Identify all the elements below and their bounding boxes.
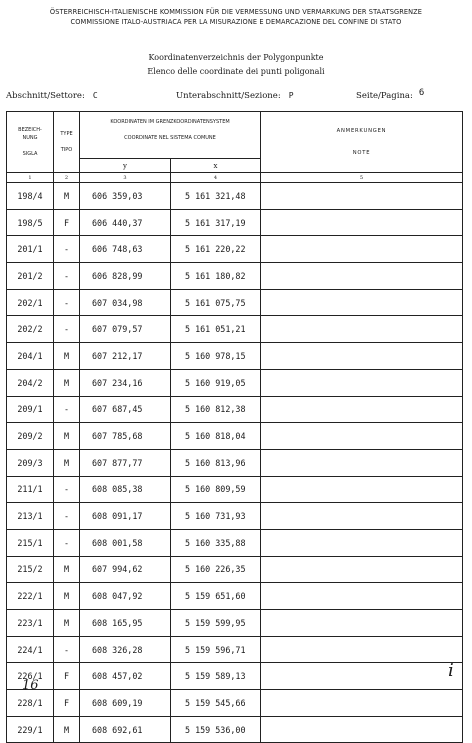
coordinate-x: 5 159 589,13 <box>171 663 261 690</box>
point-type: M <box>54 449 80 476</box>
coordinate-y: 608 457,02 <box>80 663 171 690</box>
point-type: M <box>54 610 80 637</box>
table-row <box>7 396 463 423</box>
coordinate-x: 5 160 919,05 <box>171 369 261 396</box>
column-number-4: 4 <box>171 173 261 183</box>
coordinate-y: 608 047,92 <box>80 583 171 610</box>
table-row <box>7 369 463 396</box>
table-row <box>7 423 463 450</box>
point-type: - <box>54 396 80 423</box>
table-body <box>7 183 463 743</box>
coordinate-y: 606 828,99 <box>80 263 171 290</box>
coordinate-x: 5 160 731,93 <box>171 503 261 530</box>
table-row <box>7 343 463 370</box>
coordinate-x: 5 159 596,71 <box>171 636 261 663</box>
point-id: 201/1 <box>7 236 54 263</box>
point-id: 198/4 <box>7 183 54 210</box>
y-column-header: y <box>80 159 171 173</box>
column-number-1: 1 <box>7 173 54 183</box>
table-row <box>7 636 463 663</box>
point-type: M <box>54 183 80 210</box>
remarks-cell <box>261 449 463 476</box>
table-row <box>7 236 463 263</box>
point-id: 211/1 <box>7 476 54 503</box>
table-row <box>7 529 463 556</box>
coordinate-y: 606 748,63 <box>80 236 171 263</box>
coordinate-x: 5 159 599,95 <box>171 610 261 637</box>
coordinate-x: 5 161 075,75 <box>171 289 261 316</box>
table-row <box>7 716 463 743</box>
column-number-5: 5 <box>261 173 463 183</box>
name-column-header: BEZEICH- NUNG SIGLA <box>7 112 54 173</box>
table-row <box>7 476 463 503</box>
coordinate-y: 608 001,58 <box>80 529 171 556</box>
page-field <box>356 88 425 101</box>
coordinate-x: 5 160 335,88 <box>171 529 261 556</box>
table-row <box>7 289 463 316</box>
point-type: - <box>54 289 80 316</box>
table-row <box>7 503 463 530</box>
handwritten-margin-mark: i <box>448 660 454 681</box>
table-row <box>7 583 463 610</box>
section-label: Abschnitt/Settore: <box>6 91 85 101</box>
coordinate-table <box>6 111 463 743</box>
remarks-column-header: ANMERKUNGEN NOTE <box>261 112 463 173</box>
coordinate-y: 606 359,03 <box>80 183 171 210</box>
point-type: M <box>54 556 80 583</box>
point-type: F <box>54 209 80 236</box>
point-id: 226/1 <box>7 663 54 690</box>
point-id: 209/2 <box>7 423 54 450</box>
point-id: 202/1 <box>7 289 54 316</box>
point-id: 223/1 <box>7 610 54 637</box>
table-row <box>7 556 463 583</box>
coordinate-x: 5 160 226,35 <box>171 556 261 583</box>
remarks-cell <box>261 236 463 263</box>
coordinate-y: 607 994,62 <box>80 556 171 583</box>
coordinate-x: 5 159 545,66 <box>171 690 261 717</box>
remarks-cell <box>261 209 463 236</box>
remarks-cell <box>261 476 463 503</box>
subsection-label: Unterabschnitt/Sezione: <box>176 91 281 101</box>
page-label: Seite/Pagina: <box>356 91 413 101</box>
coordinate-x: 5 161 317,19 <box>171 209 261 236</box>
coordinate-x: 5 159 536,00 <box>171 716 261 743</box>
remarks-cell <box>261 529 463 556</box>
coordinate-y: 608 692,61 <box>80 716 171 743</box>
table-row <box>7 663 463 690</box>
point-id: 213/1 <box>7 503 54 530</box>
remarks-cell <box>261 583 463 610</box>
remarks-cell <box>261 343 463 370</box>
coordinate-y: 607 785,68 <box>80 423 171 450</box>
coordinate-x: 5 160 813,96 <box>171 449 261 476</box>
point-type: M <box>54 369 80 396</box>
point-id: 228/1 <box>7 690 54 717</box>
section-value: C <box>92 91 98 100</box>
point-type: M <box>54 343 80 370</box>
point-type: M <box>54 716 80 743</box>
remarks-cell <box>261 636 463 663</box>
point-id: 209/1 <box>7 396 54 423</box>
document-title-de: Koordinatenverzeichnis der Polygonpunkte <box>148 53 324 62</box>
remarks-cell <box>261 503 463 530</box>
point-type: - <box>54 236 80 263</box>
point-type: - <box>54 316 80 343</box>
x-column-header: x <box>171 159 261 173</box>
point-id: 204/2 <box>7 369 54 396</box>
point-id: 215/1 <box>7 529 54 556</box>
remarks-cell <box>261 663 463 690</box>
coordinate-x: 5 161 321,48 <box>171 183 261 210</box>
coordinate-y: 608 609,19 <box>80 690 171 717</box>
coordinate-x: 5 161 220,22 <box>171 236 261 263</box>
remarks-cell <box>261 369 463 396</box>
remarks-cell <box>261 690 463 717</box>
section-field <box>6 91 98 101</box>
coordinate-y: 607 079,57 <box>80 316 171 343</box>
point-type: - <box>54 529 80 556</box>
coordinate-x: 5 159 651,60 <box>171 583 261 610</box>
coordinate-x: 5 160 818,04 <box>171 423 261 450</box>
point-type: - <box>54 503 80 530</box>
point-type: - <box>54 636 80 663</box>
table-row <box>7 209 463 236</box>
point-type: F <box>54 690 80 717</box>
point-id: 229/1 <box>7 716 54 743</box>
point-id: 215/2 <box>7 556 54 583</box>
point-type: - <box>54 476 80 503</box>
table-row <box>7 316 463 343</box>
page-value: 6 <box>418 88 425 98</box>
point-id: 198/5 <box>7 209 54 236</box>
type-column-header: TYPE TIPO <box>54 112 80 173</box>
subsection-field <box>176 91 294 101</box>
remarks-cell <box>261 289 463 316</box>
column-number-3: 3 <box>80 173 171 183</box>
coordinate-y: 607 034,98 <box>80 289 171 316</box>
coordinate-y: 607 687,45 <box>80 396 171 423</box>
coordinate-x: 5 160 978,15 <box>171 343 261 370</box>
handwritten-page-mark: 16 <box>22 678 39 693</box>
coordinate-y: 607 212,17 <box>80 343 171 370</box>
commission-header-it: COMMISSIONE ITALO-AUSTRIACA PER LA MISURAZIONE E DEMARCAZIONE DEL CONFINE DI STATO <box>70 18 402 26</box>
coordinate-x: 5 160 812,38 <box>171 396 261 423</box>
table-row <box>7 449 463 476</box>
remarks-cell <box>261 316 463 343</box>
table-row <box>7 183 463 210</box>
point-id: 224/1 <box>7 636 54 663</box>
remarks-cell <box>261 423 463 450</box>
coordinate-y: 607 877,77 <box>80 449 171 476</box>
commission-header-de: ÖSTERREICHISCH-ITALIENISCHE KOMMISSION FÜR DIE VERMESSUNG UND VERMARKUNG DER STAATSGRENZE <box>49 8 423 16</box>
coordinate-y: 607 234,16 <box>80 369 171 396</box>
table-row <box>7 610 463 637</box>
document-title-it: Elenco delle coordinate dei punti poligonali <box>147 67 325 76</box>
coordinate-y: 608 085,38 <box>80 476 171 503</box>
coordinate-x: 5 161 051,21 <box>171 316 261 343</box>
point-type: M <box>54 423 80 450</box>
point-type: F <box>54 663 80 690</box>
coordinate-x: 5 160 809,59 <box>171 476 261 503</box>
remarks-cell <box>261 556 463 583</box>
point-id: 204/1 <box>7 343 54 370</box>
point-type: M <box>54 583 80 610</box>
point-id: 209/3 <box>7 449 54 476</box>
remarks-cell <box>261 183 463 210</box>
table-row <box>7 263 463 290</box>
coordinate-y: 608 326,28 <box>80 636 171 663</box>
remarks-cell <box>261 263 463 290</box>
coordinates-column-header: KOORDINATEN IM GRENZKOORDINATENSYSTEM COORDINATE NEL SISTEMA COMUNE <box>80 112 261 159</box>
remarks-cell <box>261 396 463 423</box>
point-id: 201/2 <box>7 263 54 290</box>
coordinate-y: 608 091,17 <box>80 503 171 530</box>
table-row <box>7 690 463 717</box>
remarks-cell <box>261 716 463 743</box>
coordinate-x: 5 161 180,82 <box>171 263 261 290</box>
coordinate-y: 608 165,95 <box>80 610 171 637</box>
point-id: 202/2 <box>7 316 54 343</box>
point-type: - <box>54 263 80 290</box>
remarks-cell <box>261 610 463 637</box>
column-number-2: 2 <box>54 173 80 183</box>
coordinate-y: 606 440,37 <box>80 209 171 236</box>
point-id: 222/1 <box>7 583 54 610</box>
subsection-value: P <box>288 91 294 100</box>
